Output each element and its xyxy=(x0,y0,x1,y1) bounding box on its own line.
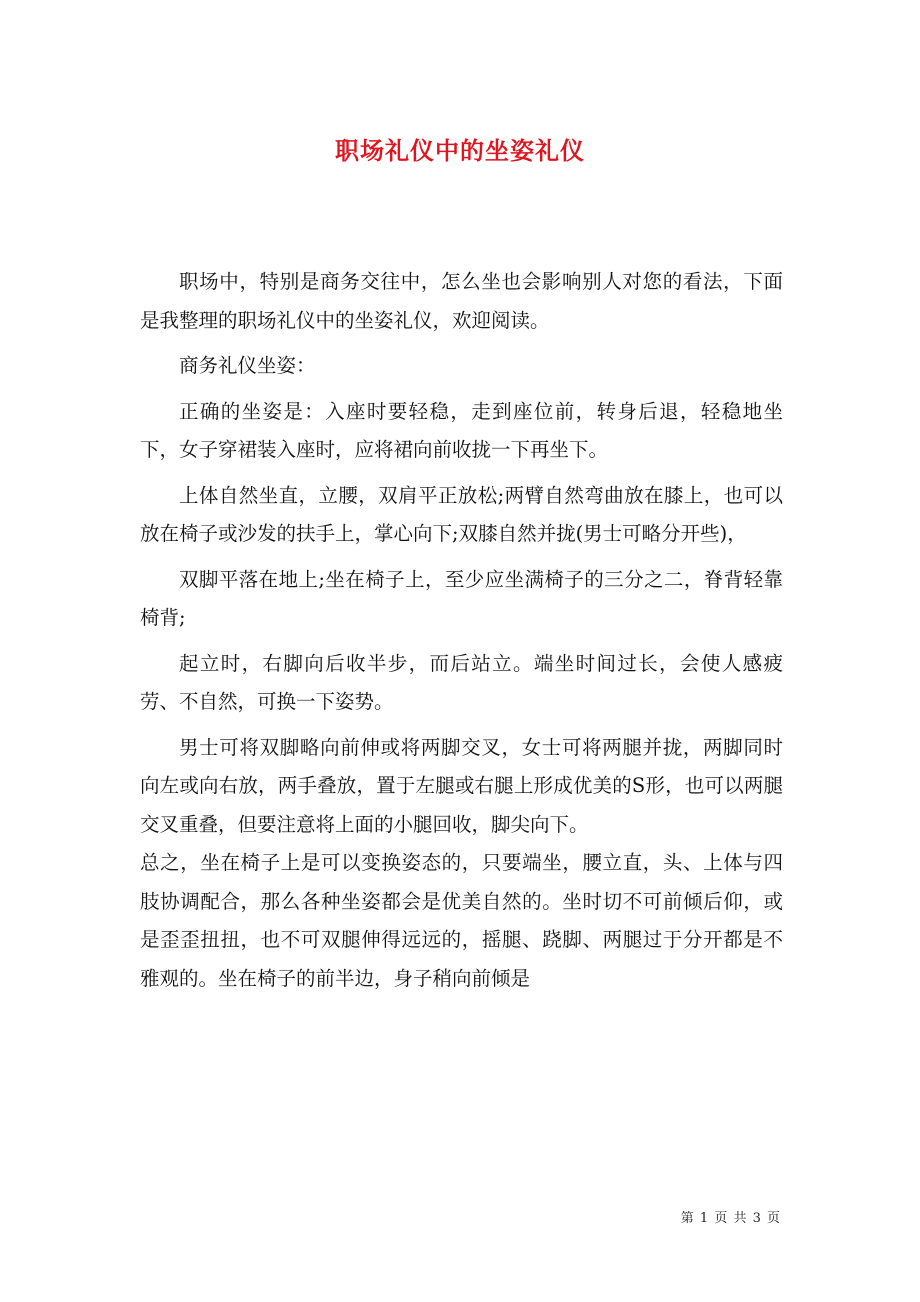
paragraph-summary: 总之，坐在椅子上是可以变换姿态的，只要端坐，腰立直，头、上体与四肢协调配合，那么各种坐姿都会是优美自然的。坐时切不可前倾后仰，或是歪歪扭扭，也不可双腿伸得远远的，摇腿、跷脚、两腿过于分开都是不雅观的。坐在椅子的前半边，身子稍向前倾是 xyxy=(140,851,783,990)
page-number: 第 1 页 共 3 页 xyxy=(680,1211,781,1226)
paragraph-seating: 正确的坐姿是：入座时要轻稳，走到座位前，转身后退，轻稳地坐下，女子穿裙装入座时，应将裙向前收拢一下再坐下。 xyxy=(140,399,783,461)
paragraph-section-heading: 商务礼仪坐姿： xyxy=(179,354,316,377)
paragraph-standing: 起立时，右脚向后收半步，而后站立。端坐时间过长，会使人感疲劳、不自然，可换一下姿势。 xyxy=(140,651,783,713)
document-title: 职场礼仪中的坐姿礼仪 xyxy=(335,136,585,166)
paragraph-legs: 男士可将双脚略向前伸或将两脚交叉，女士可将两腿并拢，两脚同时向左或向右放，两手叠放，置于左腿或右腿上形成优美的S形，也可以两腿交叉重叠，但要注意将上面的小腿回收，脚尖向下。 xyxy=(140,735,783,836)
paragraph-upper-body: 上体自然坐直，立腰，双肩平正放松;两臂自然弯曲放在膝上，也可以放在椅子或沙发的扶手上，掌心向下;双膝自然并拢(男士可略分开些)， xyxy=(140,483,783,545)
paragraph-feet: 双脚平落在地上;坐在椅子上，至少应坐满椅子的三分之二，脊背轻靠椅背; xyxy=(140,567,783,629)
paragraph-intro: 职场中，特别是商务交往中，怎么坐也会影响别人对您的看法，下面是我整理的职场礼仪中的坐姿礼仪，欢迎阅读。 xyxy=(140,270,783,332)
document-body xyxy=(140,263,783,998)
